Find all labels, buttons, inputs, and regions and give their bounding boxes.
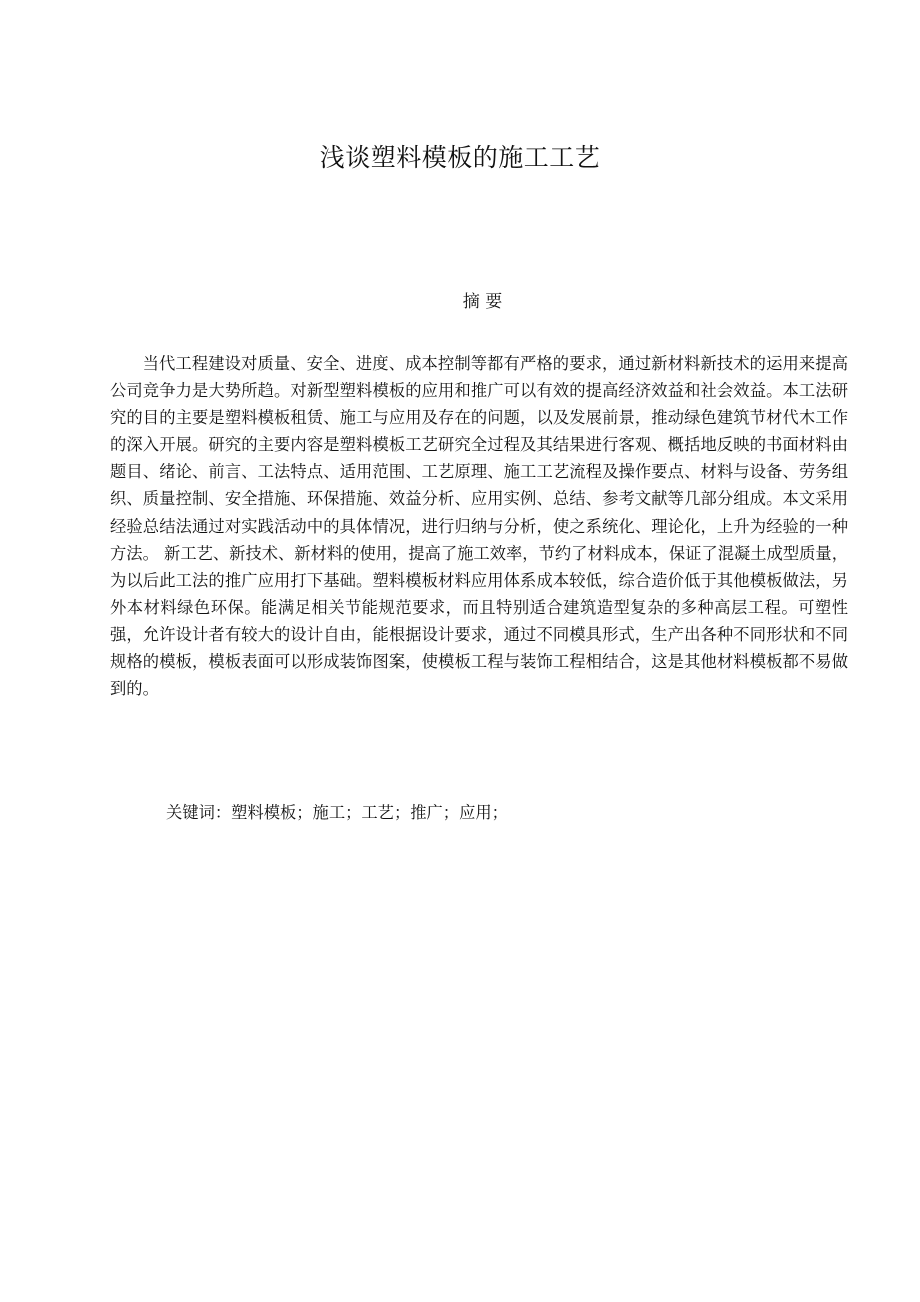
document-title: 浅谈塑料模板的施工工艺 [319,143,601,172]
keywords-line: 关键词：塑料模板；施工；工艺；推广；应用； [166,803,508,822]
abstract-heading: 摘 要 [462,292,503,312]
abstract-paragraph: 当代工程建设对质量、安全、进度、成本控制等都有严格的要求，通过新材料新技术的运用来提高公司竞争力是大势所趋。对新型塑料模板的应用和推广可以有效的提高经济效益和社会效益。本工法研究的目的主要是塑料模板租赁、施工与应用及存在的问题，以及发展前景，推动绿色建筑节材代木工作的深入开展。研究的主要内容是塑料模板工艺研究全过程及其结果进行客观、概括地反映的书面材料由题目、绪论、前言、工法特点、适用范围、工艺原理、施工工艺流程及操作要点、材料与设备、劳务组织、质量控制、安全措施、环保措施、效益分析、应用实例、总结、参考文献等几部分组成。本文采用经验总结法通过对实践活动中的具体情况，进行归纳与分析，使之系统化、理论化，上升为经验的一种方法。 新工艺、新技术、新材料的使用，提高了施工效率，节约了材料成本，保证了混凝土成型质量，为以后此工法的推广应用打下基础。塑料模板材料应用体系成本较低，综合造价低于其他模板做法，另外本材料绿色环保。能满足相关节能规范要求，而且特别适合建筑造型复杂的多种高层工程。可塑性强，允许设计者有较大的设计自由，能根据设计要求，通过不同模具形式，生产出各种不同形状和不同规格的模板，模板表面可以形成装饰图案，使模板工程与装饰工程相结合，这是其他材料模板都不易做到的。 [110,354,848,699]
